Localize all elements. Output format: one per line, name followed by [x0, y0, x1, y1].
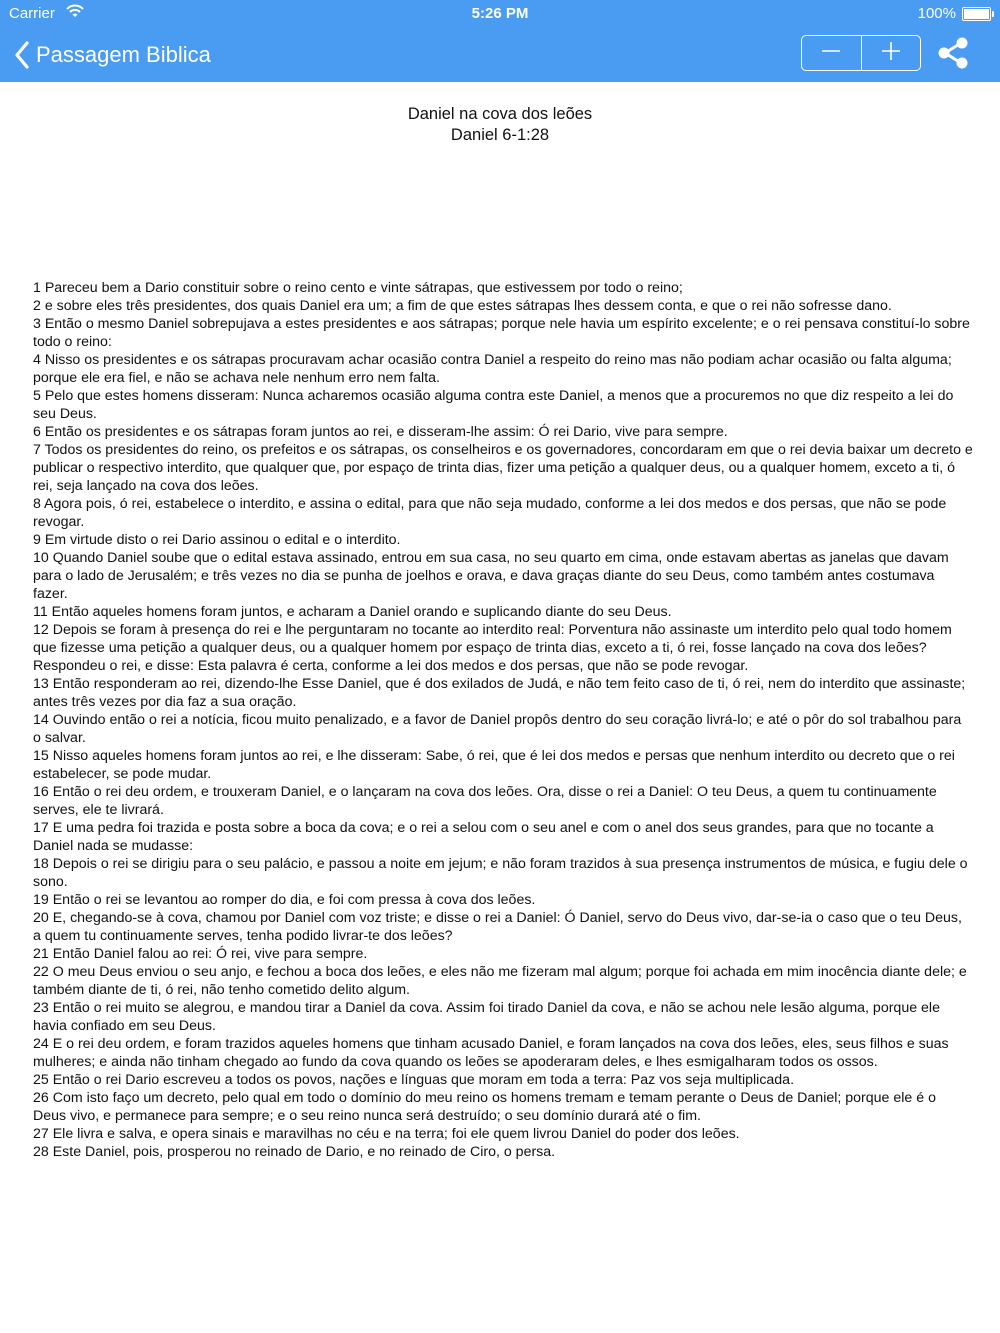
verse: 28 Este Daniel, pois, prosperou no reinado de Dario, e no reinado de Ciro, o persa. [33, 1144, 556, 1160]
back-button-label: Passagem Biblica [36, 42, 211, 67]
minus-icon [820, 40, 842, 67]
verse: 10 Quando Daniel soube que o edital estava assinado, entrou em sua casa, no seu quarto em cima, onde estavam abertas as janelas que davam para o lado de Jerusalém; e três vezes no dia se punha de joelhos e orava, e dava graças diante do seu Deus, como também antes costumava fazer. [33, 550, 949, 602]
verse: 26 Com isto faço um decreto, pelo qual em todo o domínio do meu reino os homens tremam e temam perante o Deus de Daniel; porque ele é o Deus vivo, e permanece para sempre; e o seu reino nunca será destruído; o seu domínio durará até o fim. [33, 1090, 936, 1124]
passage-reference: Daniel 6-1:28 [450, 126, 550, 144]
verse: 1 Pareceu bem a Dario constituir sobre o reino cento e vinte sátrapas, que estivessem por todo o reino; [33, 280, 683, 296]
battery-percentage: 100% [917, 5, 956, 22]
verse-list [33, 279, 973, 1161]
font-size-stepper [801, 35, 921, 71]
verse: 6 Então os presidentes e os sátrapas foram juntos ao rei, e disseram-lhe assim: Ó rei Dario, vive para sempre. [33, 424, 728, 440]
share-button[interactable] [936, 37, 970, 69]
decrease-font-button[interactable] [802, 36, 861, 70]
verse: 25 Então o rei Dario escreveu a todos os povos, nações e línguas que moram em toda a terra: Paz vos seja multiplicada. [33, 1072, 795, 1088]
clock: 5:26 PM [471, 5, 529, 22]
verse: 13 Então responderam ao rei, dizendo-lhe Esse Daniel, que é dos exilados de Judá, e não tem feito caso de ti, ó rei, nem do interdito que assinaste; antes três vezes por dia faz a sua oração. [33, 676, 966, 710]
back-button[interactable] [14, 38, 211, 72]
share-icon [936, 56, 970, 73]
verse: 27 Ele livra e salva, e opera sinais e maravilhas no céu e na terra; foi ele quem livrou Daniel do poder dos leões. [33, 1126, 740, 1142]
verse: 23 Então o rei muito se alegrou, e mandou tirar a Daniel da cova. Assim foi tirado Daniel da cova, e não se achou nele lesão alguma, porque ele havia confiado em seu Deus. [33, 1000, 940, 1034]
chevron-left-icon [14, 41, 30, 69]
verse: 16 Então o rei deu ordem, e trouxeram Daniel, e o lançaram na cova dos leões. Ora, disse o rei a Daniel: O teu Deus, a quem tu continuamente serves, ele te livrará. [33, 784, 937, 818]
verse: 3 Então o mesmo Daniel sobrepujava a estes presidentes e aos sátrapas; porque nele havia um espírito excelente; e o rei pensava constituí-lo sobre todo o reino: [33, 316, 970, 350]
navigation-bar [0, 0, 1000, 82]
verse: 4 Nisso os presidentes e os sátrapas procuravam achar ocasião contra Daniel a respeito do reino mas não podiam achar ocasião ou falta alguma; porque ele era fiel, e não se achava nele nenhum erro nem falta. [33, 352, 952, 386]
verse: 8 Agora pois, ó rei, estabelece o interdito, e assina o edital, para que não seja mudado, conforme a lei dos medos e dos persas, que não se pode revogar. [33, 496, 947, 530]
verse: 19 Então o rei se levantou ao romper do dia, e foi com pressa à cova dos leões. [33, 892, 536, 908]
verse: 9 Em virtude disto o rei Dario assinou o edital e o interdito. [33, 532, 401, 548]
verse: 24 E o rei deu ordem, e foram trazidos aqueles homens que tinham acusado Daniel, e foram lançados na cova dos leões, eles, seus filhos e suas mulheres; e ainda não tinham chegado ao fundo da cova quando os leões se apoderaram deles, e lhes esmigalharam todos os ossos. [33, 1036, 949, 1070]
verse: 21 Então Daniel falou ao rei: Ó rei, vive para sempre. [33, 946, 368, 962]
verse: 2 e sobre eles três presidentes, dos quais Daniel era um; a fim de que estes sátrapas lhes dessem conta, e que o rei não sofresse dano. [33, 298, 892, 314]
status-bar [0, 0, 1000, 28]
passage-title: Daniel na cova dos leões [407, 105, 593, 123]
increase-font-button[interactable] [861, 36, 921, 70]
passage-header [0, 104, 1000, 146]
verse: 18 Depois o rei se dirigiu para o seu palácio, e passou a noite em jejum; e não foram trazidos à sua presença instrumentos de música, e fugiu dele o sono. [33, 856, 968, 890]
battery-icon [962, 7, 991, 21]
carrier-label: Carrier [9, 5, 55, 22]
verse: 22 O meu Deus enviou o seu anjo, e fechou a boca dos leões, e eles não me fizeram mal algum; porque foi achada em mim inocência diante dele; e também diante de ti, ó rei, não tenho cometido delito algum. [33, 964, 967, 998]
verse: 11 Então aqueles homens foram juntos, e acharam a Daniel orando e suplicando diante do seu Deus. [33, 604, 672, 620]
plus-icon [880, 40, 902, 67]
verse: 20 E, chegando-se à cova, chamou por Daniel com voz triste; e disse o rei a Daniel: Ó Daniel, servo do Deus vivo, dar-se-ia o caso que o teu Deus, a quem tu continuamente serves, tenha podido livrar-te dos leões? [33, 910, 962, 944]
verse: 15 Nisso aqueles homens foram juntos ao rei, e lhe disseram: Sabe, ó rei, que é lei dos medos e persas que nenhum interdito ou decreto que o rei estabelecer, se pode mudar. [33, 748, 955, 782]
verse: 5 Pelo que estes homens disseram: Nunca acharemos ocasião alguma contra este Daniel, a menos que a procuremos no que diz respeito a lei do seu Deus. [33, 388, 954, 422]
verse: 14 Ouvindo então o rei a notícia, ficou muito penalizado, e a favor de Daniel propôs dentro do seu coração livrá-lo; e até o pôr do sol trabalhou para o salvar. [33, 712, 962, 746]
verse: 17 E uma pedra foi trazida e posta sobre a boca da cova; e o rei a selou com o seu anel e com o anel dos seus grandes, para que no tocante a Daniel nada se mudasse: [33, 820, 934, 854]
verse: 7 Todos os presidentes do reino, os prefeitos e os sátrapas, os conselheiros e os governadores, concordaram em que o rei devia baixar um decreto e publicar o respectivo interdito, que qualquer que, por espaço de trinta dias, fizer uma petição a qualquer deus, ou a qualquer homem, exceto a ti, ó rei, seja lançado na cova dos leões. [33, 442, 973, 494]
verse: 12 Depois se foram à presença do rei e lhe perguntaram no tocante ao interdito real: Porventura não assinaste um interdito pelo qual todo homem que fizesse uma petição a qualquer deus, ou a qualquer homem por espaço de trinta dias, exceto a ti, ó rei, fosse lançado na cova dos leões? Respondeu o rei, e disse: Esta palavra é certa, conforme a lei dos medos e dos persas, que não se pode revogar. [33, 622, 952, 674]
